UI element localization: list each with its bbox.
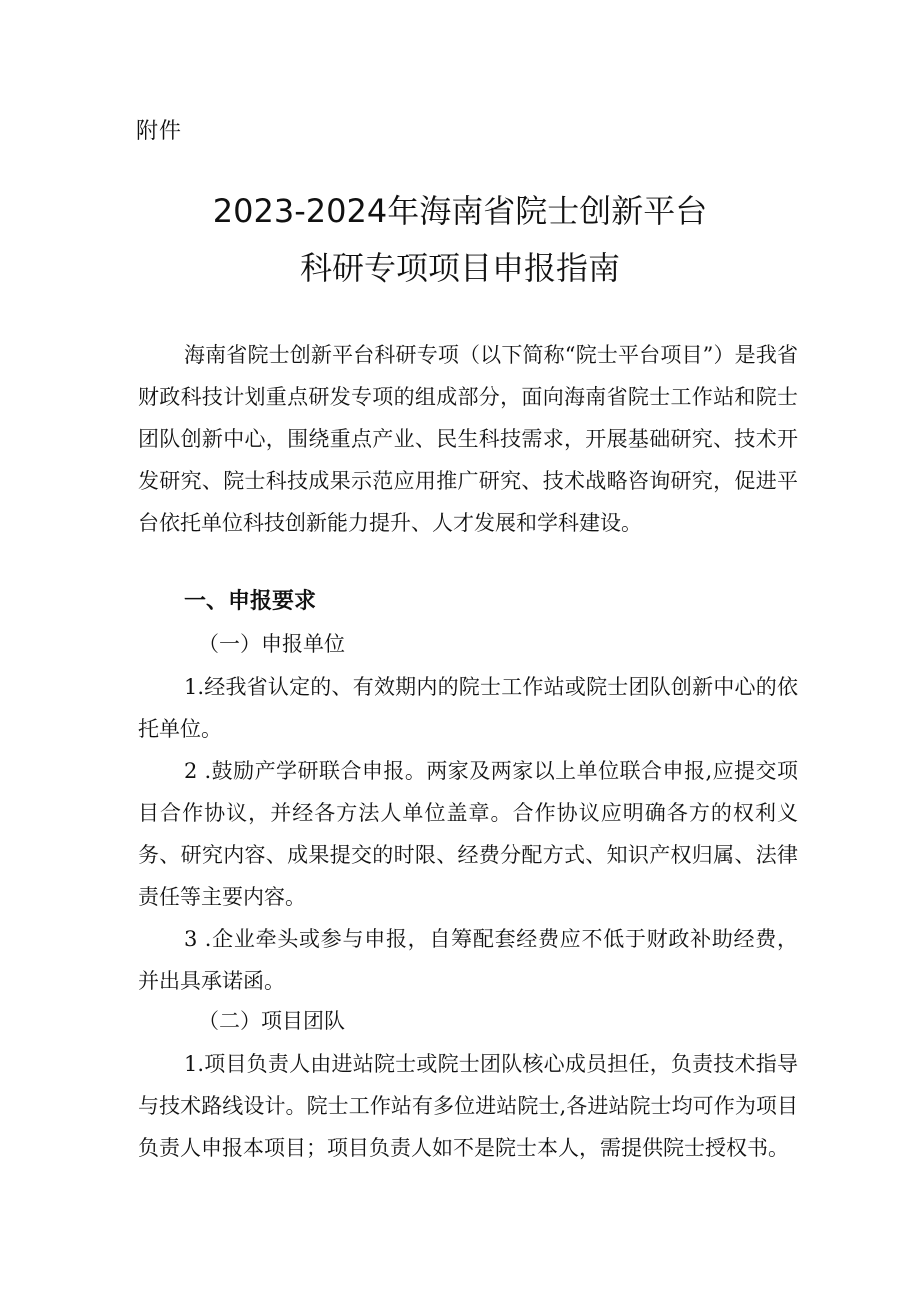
document-title-line-2: 科研专项项目申报指南 [299,249,620,287]
team-item-1: 1.项目负责人由进站院士或院士团队核心成员担任，负责技术指导与技术路线设计。院士工作站有多位进站院士,各进站院士均可作为项目负责人申报本项目；项目负责人如不是院士本人，需提供院士授权书。 [138,1052,798,1160]
subsection-heading-applicant: （一）申报单位 [198,632,345,656]
document-title-line-1: 2023-2024年海南省院士创新平台 [212,192,708,230]
applicant-item-2: 2 .鼓励产学研联合申报。两家及两家以上单位联合申报,应提交项目合作协议，并经各方法人单位盖章。合作协议应明确各方的权利义务、研究内容、成果提交的时限、经费分配方式、知识产权归属、法律责任等主要内容。 [138,759,798,909]
intro-paragraph: 海南省院士创新平台科研专项（以下简称“院士平台项目”）是我省财政科技计划重点研发专项的组成部分，面向海南省院士工作站和院士团队创新中心，围绕重点产业、民生科技需求，开展基础研究、技术开发研究、院士科技成果示范应用推广研究、技术战略咨询研究，促进平台依托单位科技创新能力提升、人才发展和学科建设。 [138,343,798,535]
applicant-item-3: 3 .企业牵头或参与申报，自筹配套经费应不低于财政补助经费，并出具承诺函。 [138,927,798,993]
subsection-heading-team: （二）项目团队 [198,1009,345,1033]
section-heading-requirements: 一、申报要求 [184,589,317,614]
attachment-label: 附件 [136,119,183,144]
applicant-item-1: 1.经我省认定的、有效期内的院士工作站或院士团队创新中心的依托单位。 [138,675,798,741]
